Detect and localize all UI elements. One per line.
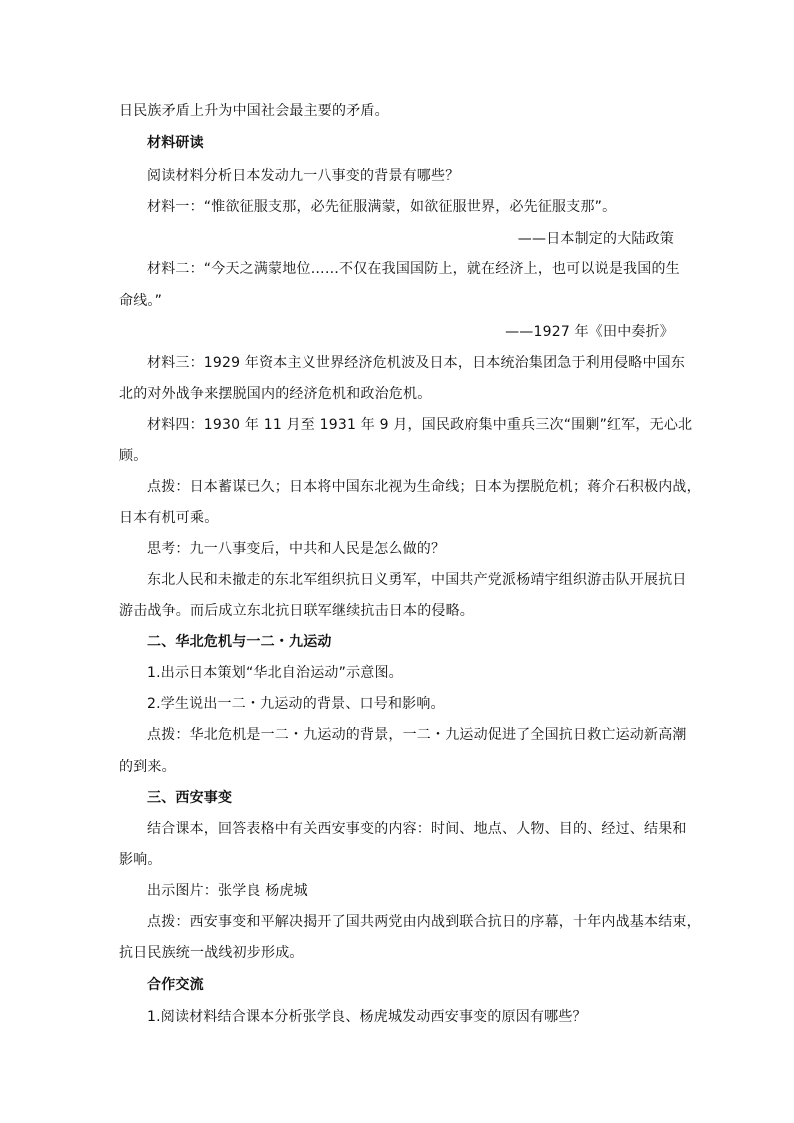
hint-line: 点拨：华北危机是一二・九运动的背景，一二・九运动促进了全国抗日救亡运动新高潮 xyxy=(147,727,687,743)
material-line: 材料一：“惟欲征服支那，必先征服满蒙，如欲征服世界，必先征服支那”。 xyxy=(147,199,617,215)
paragraph-line: 东北人民和未撤走的东北军组织抗日义勇军，中国共产党派杨靖宇组织游击队开展抗日 xyxy=(147,572,687,588)
list-item: 1.阅读材料结合课本分析张学良、杨虎城发动西安事变的原因有哪些？ xyxy=(147,1009,587,1025)
hint-line: 的到来。 xyxy=(119,759,176,775)
material-line: 材料三：1929 年资本主义世界经济危机波及日本，日本统治集团急于利用侵略中国东 xyxy=(147,355,686,371)
hint-line: 日本有机可乘。 xyxy=(119,510,219,526)
section-heading: 材料研读 xyxy=(147,135,204,151)
section-heading: 二、华北危机与一二・九运动 xyxy=(147,634,332,650)
paragraph-line: 影响。 xyxy=(119,852,162,868)
material-line: 顾。 xyxy=(119,448,148,464)
paragraph-line: 日民族矛盾上升为中国社会最主要的矛盾。 xyxy=(119,103,389,119)
paragraph-line: 结合课本，回答表格中有关西安事变的内容：时间、地点、人物、目的、经过、结果和 xyxy=(147,821,687,837)
material-line: 材料二：“今天之满蒙地位……不仅在我国国防上，就在经济上，也可以说是我国的生 xyxy=(147,261,680,277)
hint-line: 点拨：西安事变和平解决揭开了国共两党由内战到联合抗日的序幕，十年内战基本结束， xyxy=(147,914,701,930)
section-heading: 三、西安事变 xyxy=(147,790,233,806)
material-line: 命线。” xyxy=(119,293,163,309)
question-line: 思考：九一八事变后，中共和人民是怎么做的？ xyxy=(147,541,446,557)
material-line: 材料四：1930 年 11 月至 1931 年 9 月，国民政府集中重兵三次“围剿”红军，无心北 xyxy=(147,417,693,433)
material-line: 北的对外战争来摆脱国内的经济危机和政治危机。 xyxy=(119,386,432,402)
hint-line: 抗日民族统一战线初步形成。 xyxy=(119,945,304,961)
paragraph-line: 游击战争。而后成立东北抗日联军继续抗击日本的侵略。 xyxy=(119,603,474,619)
list-item: 1.出示日本策划“华北自治运动”示意图。 xyxy=(147,665,403,681)
source-citation: ——日本制定的大陆政策 xyxy=(517,231,674,247)
section-heading: 合作交流 xyxy=(147,977,204,993)
question-line: 阅读材料分析日本发动九一八事变的背景有哪些？ xyxy=(147,168,460,184)
paragraph-line: 出示图片：张学良 杨虎城 xyxy=(147,883,308,899)
list-item: 2.学生说出一二・九运动的背景、口号和影响。 xyxy=(147,696,445,712)
hint-line: 点拨：日本蓄谋已久；日本将中国东北视为生命线；日本为摆脱危机；蒋介石积极内战， xyxy=(147,479,701,495)
source-citation: ——1927 年《田中奏折》 xyxy=(505,324,674,340)
